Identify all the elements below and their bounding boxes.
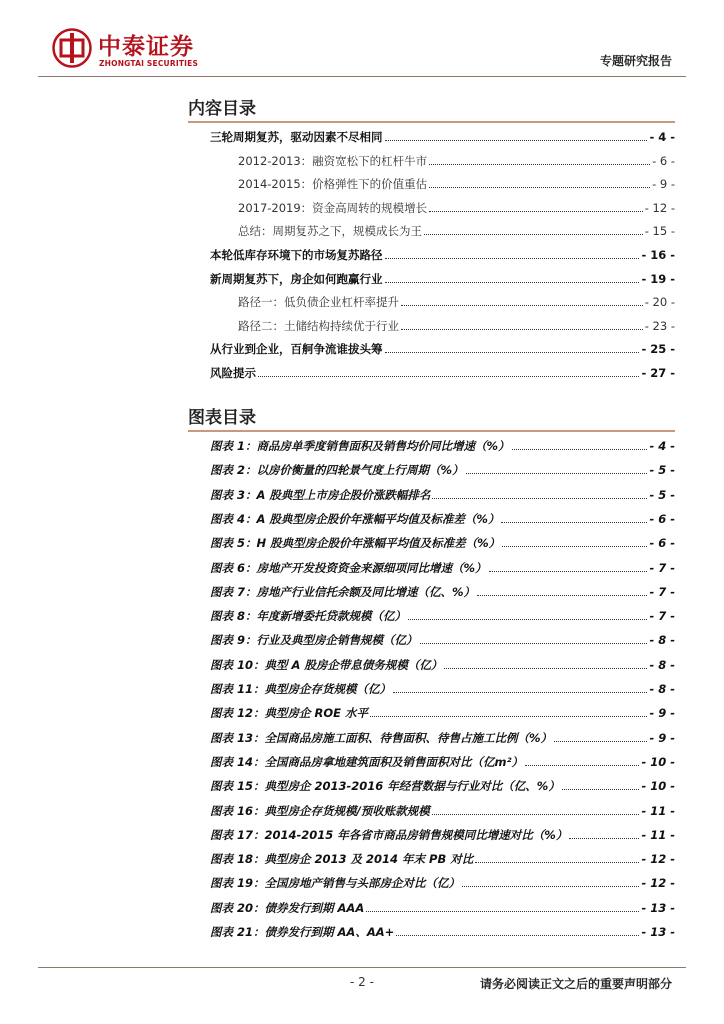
figure-entry-label: 图表 4： [210,511,257,526]
figure-entry-title: 债券发行到期 AA、AA+ [264,925,395,939]
figure-entry-label: 图表 20： [210,900,265,915]
figure-entry-page: - 12 - [641,876,675,891]
figure-entry-page: - 5 - [649,487,675,502]
toc-leader-dots [501,521,647,523]
figure-entry[interactable] [210,898,675,918]
toc-entry[interactable] [210,292,675,312]
toc-entry-title: 路径一：低负债企业杠杆率提升 [238,295,399,310]
figure-entry-label: 图表 5： [210,536,257,551]
figure-entry[interactable] [210,873,675,893]
figure-entry[interactable] [210,679,675,699]
toc-leader-dots [385,281,640,283]
figure-entry-title: 全国商品房拿地建筑面积及销售面积对比（亿m²） [264,754,524,769]
figure-entry[interactable] [210,801,675,821]
toc-entry[interactable] [210,339,675,359]
figure-entry-page: - 8 - [649,682,675,696]
figure-entry-label: 图表 17： [210,827,265,842]
toc-leader-dots [432,497,647,499]
toc-entry-title: 总结：周期复苏之下，规模成长为王 [238,224,422,239]
toc-entry-page: - 16 - [641,248,675,262]
toc-leader-dots [385,351,640,353]
toc-entry-page: - 27 - [641,366,675,380]
figure-entry-page: - 9 - [649,730,675,745]
toc-leader-dots [429,186,650,188]
toc-leader-dots [466,472,648,474]
toc-entry[interactable] [210,198,675,218]
toc-entry-title: 2012-2013：融资宽松下的杠杆牛市 [238,153,428,168]
figure-entry-page: - 7 - [649,584,675,599]
contents-title: 内容目录 [188,99,256,119]
figure-entry-title: 债券发行到期 AAA [264,900,365,915]
figure-entry[interactable] [210,776,675,796]
figure-entry-title: 典型房企 2013 及 2014 年末 PB 对比 [264,852,474,867]
figure-entry-title: 房地产行业信托余额及同比增速（亿、%） [256,584,476,599]
figure-entry-label: 图表 6： [210,560,257,575]
figure-entry-title: 典型房企 2013-2016 年经营数据与行业对比（亿、%） [264,779,560,794]
figure-entry[interactable] [210,606,675,626]
toc-leader-dots [462,885,639,887]
figure-entry-label: 图表 1： [210,439,257,453]
figure-entry-label: 图表 14： [210,754,265,769]
company-logo [52,26,222,72]
figure-entry[interactable] [210,630,675,650]
figure-entry-title: 2014-2015 年各省市商品房销售规模同比增速对比（%） [264,827,568,842]
figure-entry-page: - 12 - [641,852,675,867]
figure-entry-page: - 10 - [641,754,675,769]
toc-entry-title: 2017-2019：资金高周转的规模增长 [238,200,428,215]
figure-entry[interactable] [210,582,675,602]
figure-entry-page: - 6 - [649,536,675,551]
toc-leader-dots [396,934,639,936]
figure-entry-page: - 8 - [649,633,675,648]
toc-leader-dots [525,764,639,766]
toc-leader-dots [477,594,647,596]
footer-divider [38,967,686,968]
page-number: - 2 - [350,975,374,989]
toc-entry-page: - 25 - [641,342,675,357]
figure-entry-page: - 11 - [641,827,675,842]
figure-entry[interactable] [210,460,675,480]
figure-entry-title: 行业及典型房企销售规模（亿） [256,633,418,648]
toc-entry-title: 路径二：土储结构持续优于行业 [238,318,399,333]
figure-entry[interactable] [210,533,675,553]
figure-entry-page: - 7 - [649,560,675,575]
toc-entry-page: - 9 - [652,177,675,192]
figure-entry-page: - 7 - [649,609,675,624]
figure-entry-label: 图表 15： [210,779,265,794]
toc-leader-dots [554,740,647,742]
figure-entry-title: 以房价衡量的四轮景气度上行周期（%） [256,463,464,478]
figure-entry-label: 图表 3： [210,487,257,502]
toc-leader-dots [393,691,647,693]
toc-entry-page: - 20 - [644,295,675,310]
figure-entry[interactable] [210,728,675,748]
figure-entry-label: 图表 2： [210,463,257,478]
figure-entry-title: 典型房企存货规模（亿） [264,682,392,696]
toc-entry-page: - 15 - [644,224,675,239]
toc-leader-dots [366,910,639,912]
figure-entry-title: 全国房地产销售与头部房企对比（亿） [264,876,461,891]
toc-entry[interactable] [210,151,675,171]
figure-entry-title: A 股典型上市房企股价涨跌幅排名 [256,487,431,502]
figure-entry-label: 图表 16： [210,803,265,818]
figure-entry[interactable] [210,655,675,675]
toc-leader-dots [429,210,643,212]
figure-entry[interactable] [210,752,675,772]
toc-entry[interactable] [210,174,675,194]
figure-entry[interactable] [210,509,675,529]
toc-leader-dots [258,375,639,377]
figure-entry-page: - 11 - [641,803,675,818]
figure-entry-title: 年度新增委托贷款规模（亿） [256,609,407,624]
figure-entry-page: - 8 - [649,657,675,672]
header-divider [38,76,686,77]
figure-entry-title: 商品房单季度销售面积及销售均价同比增速（%） [256,439,510,453]
toc-leader-dots [401,304,643,306]
toc-leader-dots [429,163,650,165]
footer-disclaimer: 请务必阅读正文之后的重要声明部分 [479,977,672,991]
toc-leader-dots [408,618,647,620]
toc-entry[interactable] [210,245,675,265]
figure-entry[interactable] [210,558,675,578]
figure-entry-label: 图表 13： [210,730,265,745]
toc-leader-dots [401,328,643,330]
figure-entry-page: - 6 - [649,511,675,526]
figure-entry-title: 典型房企存货规模/预收账款规模 [264,803,430,818]
toc-leader-dots [432,813,640,815]
toc-leader-dots [444,667,647,669]
figure-entry-label: 图表 18： [210,852,265,867]
toc-leader-dots [385,139,648,141]
figure-entry-title: 典型 A 股房企带息债务规模（亿） [264,657,443,672]
figure-entry-page: - 9 - [649,706,675,721]
figure-entry-label: 图表 8： [210,609,257,624]
toc-entry-title: 新周期复苏下，房企如何跑赢行业 [210,271,383,286]
toc-leader-dots [569,837,639,839]
toc-leader-dots [420,642,648,644]
logo-english-name: ZHONGTAI SECURITIES [99,59,199,68]
toc-leader-dots [512,448,648,450]
toc-entry-page: - 23 - [644,318,675,333]
figure-entry-label: 图表 19： [210,876,265,891]
figure-entry[interactable] [210,825,675,845]
figures-title: 图表目录 [188,408,256,428]
toc-leader-dots [489,570,648,572]
figure-entry-page: - 13 - [641,925,675,939]
figure-entry-page: - 10 - [641,779,675,794]
toc-leader-dots [562,788,640,790]
toc-entry[interactable] [210,127,675,147]
toc-entry[interactable] [210,316,675,336]
figure-entry-page: - 13 - [641,900,675,915]
toc-entry-title: 2014-2015：价格弹性下的价值重估 [238,177,428,192]
toc-leader-dots [502,545,647,547]
toc-entry-page: - 19 - [641,271,675,286]
toc-entry-title: 本轮低库存环境下的市场复苏路径 [210,248,383,262]
figure-entry[interactable] [210,436,675,456]
figures-title-divider [188,430,675,432]
figure-entry-label: 图表 10： [210,657,265,672]
figure-entry-page: - 5 - [649,463,675,478]
toc-entry[interactable] [210,363,675,383]
figure-entry[interactable] [210,849,675,869]
figure-entry-title: 全国商品房施工面积、待售面积、待售占施工比例（%） [264,730,553,745]
logo-chinese-name: 中泰证券 [98,34,194,60]
toc-entry-page: - 4 - [649,130,675,144]
figure-entry-title: A 股典型房企股价年涨幅平均值及标准差（%） [256,511,500,526]
toc-entry-title: 从行业到企业，百舸争流谁拔头筹 [210,342,383,357]
toc-entry-page: - 12 - [644,200,675,215]
figure-entry-title: H 股典型房企股价年涨幅平均值及标准差（%） [256,536,501,551]
figure-entry-label: 图表 12： [210,706,265,721]
figure-entry-label: 图表 21： [210,925,265,939]
toc-entry-title: 风险提示 [210,366,256,380]
toc-leader-dots [385,257,640,259]
figure-entry[interactable] [210,485,675,505]
figure-entry-label: 图表 11： [210,682,265,696]
figure-entry[interactable] [210,922,675,942]
contents-title-divider [188,121,675,123]
figure-entry-page: - 4 - [649,439,675,453]
toc-leader-dots [475,861,639,863]
toc-entry-title: 三轮周期复苏，驱动因素不尽相同 [210,130,383,144]
toc-entry[interactable] [210,269,675,289]
toc-entry-page: - 6 - [652,153,675,168]
zhongtai-logo-icon [52,28,92,68]
figure-entry-title: 典型房企 ROE 水平 [264,706,369,721]
toc-leader-dots [424,233,643,235]
figure-entry[interactable] [210,703,675,723]
figure-entry-label: 图表 9： [210,633,257,648]
figure-entry-label: 图表 7： [210,584,257,599]
toc-leader-dots [370,715,647,717]
figure-entry-title: 房地产开发投资资金来源细项同比增速（%） [256,560,487,575]
report-type-label: 专题研究报告 [599,54,672,68]
toc-entry[interactable] [210,221,675,241]
